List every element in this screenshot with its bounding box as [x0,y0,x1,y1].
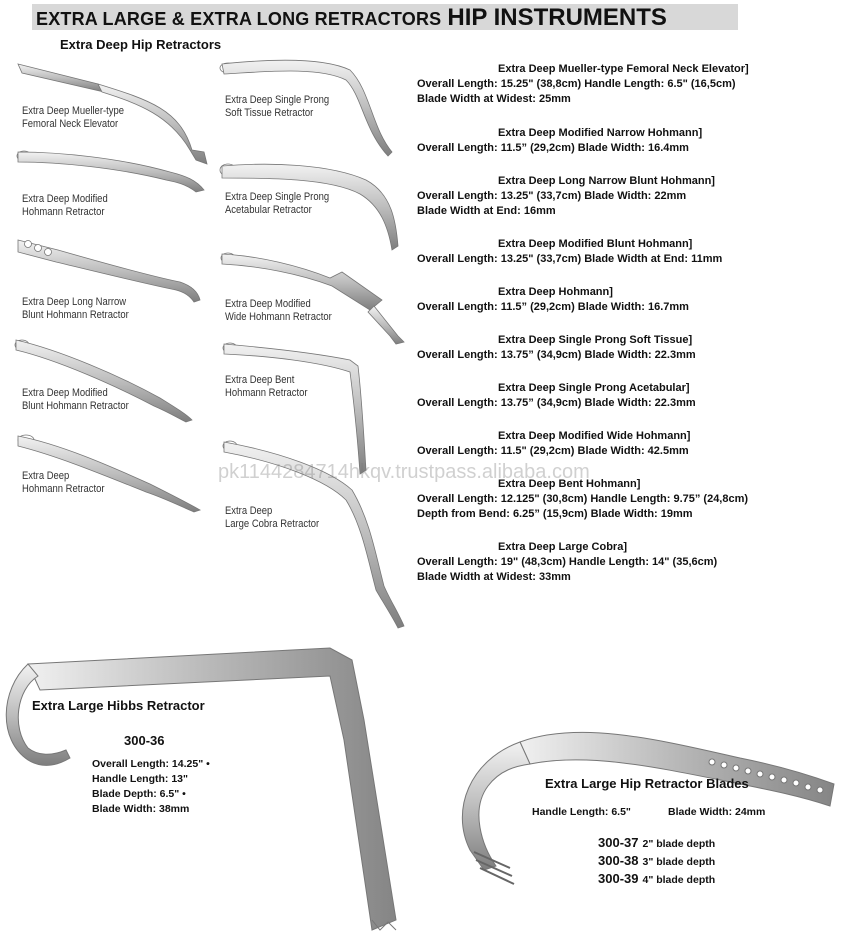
label-modified-wide-line2: Wide Hohmann Retractor [225,311,332,323]
spec-name: Extra Deep Single Prong Soft Tissue] [498,334,693,346]
spec-block [417,540,717,585]
long-narrow-blunt-hohmann-image [18,240,200,302]
spec-name: Extra Deep Modified Wide Hohmann] [498,430,691,442]
spec-line: Overall Length: 11.5" (29,2cm) Blade Width: 42.5mm [417,445,689,457]
label-modified-wide-line1: Extra Deep Modified [225,298,311,310]
blade-item [598,871,715,886]
spec-block [417,333,696,363]
blade-depth: 2" blade depth [642,838,716,850]
banner-title-part1: EXTRA LARGE & EXTRA LONG RETRACTORS [36,9,442,29]
blades-handle: Handle Length: 6.5" [532,806,631,818]
label-bent-hohmann-line2: Hohmann Retractor [225,387,308,399]
spec-block [417,237,722,267]
section-subtitle: Extra Deep Hip Retractors [60,37,222,52]
blade-item [598,835,715,850]
blade-code: 300-37 [598,835,639,850]
spec-line: Blade Width at Widest: 25mm [417,93,571,105]
spec-line: Overall Length: 13.25" (33,7cm) Blade Width: 22mm [417,190,687,202]
blade-code: 300-38 [598,853,639,868]
label-cobra-line2: Large Cobra Retractor [225,518,320,530]
spec-name: Extra Deep Mueller-type Femoral Neck Elevator] [498,63,749,75]
hibbs-title: Extra Large Hibbs Retractor [32,698,205,713]
spec-name: Extra Deep Large Cobra] [498,541,627,553]
blades-width: Blade Width: 24mm [668,806,766,818]
spec-line: Overall Length: 13.75” (34,9cm) Blade Width: 22.3mm [417,397,696,409]
blade-code: 300-39 [598,871,639,886]
blades-title: Extra Large Hip Retractor Blades [545,776,749,791]
spec-name: Extra Deep Hohmann] [498,286,613,298]
spec-name: Extra Deep Modified Narrow Hohmann] [498,127,703,139]
spec-line: Overall Length: 15.25" (38,8cm) Handle Length: 6.5" (16,5cm) [417,78,736,90]
label-soft-tissue-line1: Extra Deep Single Prong [225,94,330,106]
label-modified-hohmann-line1: Extra Deep Modified [22,193,108,205]
label-modified-hohmann-line2: Hohmann Retractor [22,206,105,218]
label-cobra-line1: Extra Deep [225,505,273,517]
spec-name: Extra Deep Bent Hohmann] [498,478,641,490]
modified-hohmann-image [17,151,204,192]
banner-title-part2: HIP INSTRUMENTS [447,4,667,31]
label-mueller-line1: Extra Deep Mueller-type [22,105,125,117]
spec-line: Depth from Bend: 6.25” (15,9cm) Blade Width: 19mm [417,508,693,520]
spec-block [417,62,749,107]
hibbs-spec-line: Blade Depth: 6.5" • [92,788,186,800]
spec-block [417,285,689,315]
hibbs-spec-line: Blade Width: 38mm [92,803,190,815]
watermark: pk1144284714hkqv.trustpass.alibaba.com [218,461,590,483]
spec-line: Overall Length: 11.5” (29,2cm) Blade Width: 16.7mm [417,301,689,313]
label-soft-tissue-line2: Soft Tissue Retractor [225,107,314,119]
label-modified-blunt-line1: Extra Deep Modified [22,387,108,399]
hibbs-specs [92,757,210,817]
label-extra-deep-hohmann-line2: Hohmann Retractor [22,483,105,495]
blade-depth: 4" blade depth [642,874,716,886]
label-acetabular-line2: Acetabular Retractor [225,204,312,216]
blade-depth: 3" blade depth [642,856,716,868]
spec-block [417,174,715,219]
label-extra-deep-hohmann-line1: Extra Deep [22,470,70,482]
spec-name: Extra Deep Modified Blunt Hohmann] [498,238,693,250]
spec-line: Overall Length: 13.75” (34,9cm) Blade Width: 22.3mm [417,349,696,361]
label-long-narrow-line1: Extra Deep Long Narrow [22,296,127,308]
hibbs-spec-line: Overall Length: 14.25" • [92,758,210,770]
spec-name: Extra Deep Long Narrow Blunt Hohmann] [498,175,715,187]
spec-line: Overall Length: 11.5” (29,2cm) Blade Width: 16.4mm [417,142,689,154]
label-long-narrow-line2: Blunt Hohmann Retractor [22,309,129,321]
spec-line: Overall Length: 13.25" (33,7cm) Blade Width at End: 11mm [417,253,723,265]
spec-line: Overall Length: 12.125" (30,8cm) Handle Length: 9.75” (24,8cm) [417,493,749,505]
spec-name: Extra Deep Single Prong Acetabular] [498,382,690,394]
blade-item [598,853,715,868]
hibbs-code: 300-36 [124,733,165,748]
spec-block [417,126,702,156]
hibbs-spec-line: Handle Length: 13" [92,773,188,785]
spec-block [417,381,696,411]
spec-line: Blade Width at End: 16mm [417,205,556,217]
label-bent-hohmann-line1: Extra Deep Bent [225,374,295,386]
label-acetabular-line1: Extra Deep Single Prong [225,191,330,203]
label-mueller-line2: Femoral Neck Elevator [22,118,119,130]
label-modified-blunt-line2: Blunt Hohmann Retractor [22,400,129,412]
spec-block [417,429,690,459]
spec-line: Overall Length: 19" (48,3cm) Handle Length: 14" (35,6cm) [417,556,718,568]
spec-line: Blade Width at Widest: 33mm [417,571,571,583]
